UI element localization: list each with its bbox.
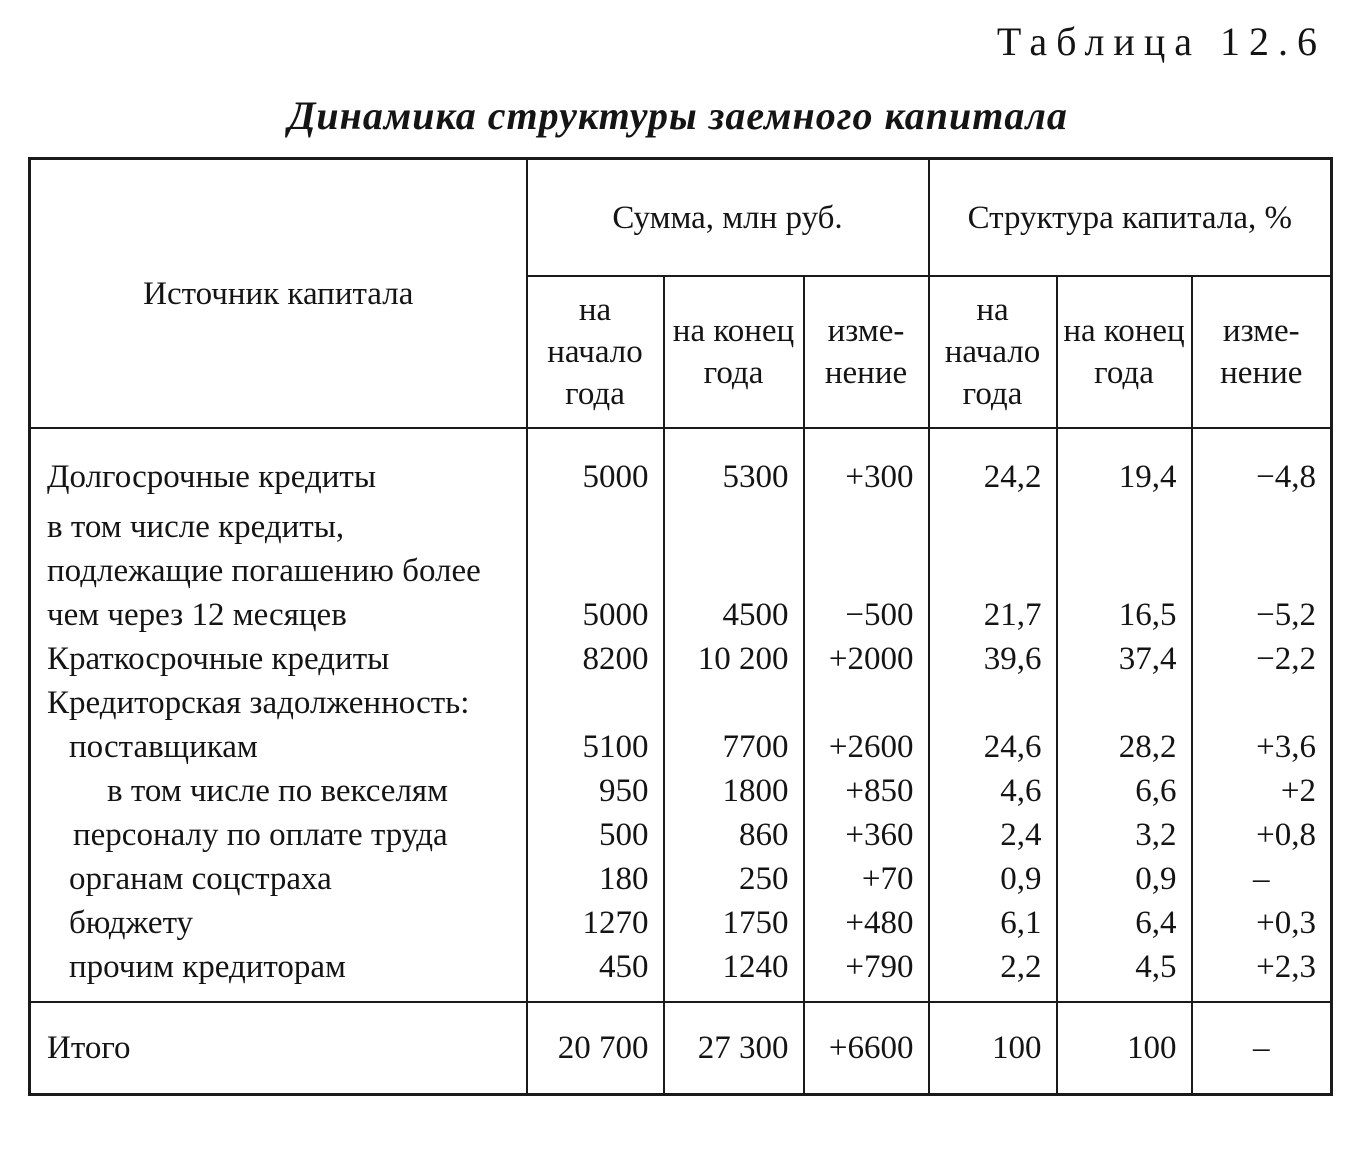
cell-struct-change: +2,3: [1192, 945, 1332, 1002]
row-label: Итого: [30, 1002, 527, 1095]
cell-struct-end: 16,5: [1057, 499, 1192, 637]
row-label: в том числе по векселям: [30, 769, 527, 813]
table-number-label: Таблица 12.6: [996, 19, 1326, 64]
table-row: [30, 725, 1332, 769]
cell-struct-start: 6,1: [929, 901, 1057, 945]
cell-struct-change: –: [1192, 1002, 1332, 1095]
cell-struct-start: 39,6: [929, 637, 1057, 681]
cell-sum-change: +2000: [804, 637, 929, 681]
cell-sum-change: +300: [804, 428, 929, 499]
cell-sum-change: +70: [804, 857, 929, 901]
borrowed-capital-table: [28, 157, 1333, 1096]
cell-struct-change: −2,2: [1192, 637, 1332, 681]
header-sum-start: на начало года: [527, 276, 664, 428]
cell-struct-end: 19,4: [1057, 428, 1192, 499]
cell-struct-start: 24,6: [929, 725, 1057, 769]
cell-sum-start: 950: [527, 769, 664, 813]
cell-sum-end: 7700: [664, 725, 804, 769]
cell-sum-end: 1800: [664, 769, 804, 813]
row-label: прочим кредиторам: [30, 945, 527, 1002]
cell-struct-end: 0,9: [1057, 857, 1192, 901]
header-structure-group: Структура капитала, %: [929, 159, 1332, 277]
table-row: [30, 945, 1332, 1002]
total-row: [30, 1002, 1332, 1095]
cell-struct-change: −4,8: [1192, 428, 1332, 499]
cell-struct-end: 6,6: [1057, 769, 1192, 813]
cell-sum-change: +2600: [804, 725, 929, 769]
row-label: Долгосрочные кредиты: [30, 428, 527, 499]
cell-sum-end: 4500: [664, 499, 804, 637]
header-sum-end: на конец года: [664, 276, 804, 428]
row-label: Кредиторская задолженность:: [30, 681, 527, 725]
cell-struct-change: +0,8: [1192, 813, 1332, 857]
row-label: органам соцстраха: [30, 857, 527, 901]
cell-struct-start: 2,2: [929, 945, 1057, 1002]
table-row: [30, 428, 1332, 499]
cell-struct-start: 2,4: [929, 813, 1057, 857]
row-label: персоналу по оплате труда: [30, 813, 527, 857]
cell-sum-change: +850: [804, 769, 929, 813]
cell-sum-end: 10 200: [664, 637, 804, 681]
cell-sum-change: +790: [804, 945, 929, 1002]
table-row: [30, 813, 1332, 857]
cell-sum-start: 8200: [527, 637, 664, 681]
cell-struct-change: +0,3: [1192, 901, 1332, 945]
cell-struct-start: 24,2: [929, 428, 1057, 499]
cell-sum-change: +6600: [804, 1002, 929, 1095]
header-struct-end: на конец года: [1057, 276, 1192, 428]
cell-sum-end: 1750: [664, 901, 804, 945]
cell-sum-start: 1270: [527, 901, 664, 945]
table-row: [30, 769, 1332, 813]
cell-sum-end: 27 300: [664, 1002, 804, 1095]
cell-struct-end: 37,4: [1057, 637, 1192, 681]
cell-struct-change: −5,2: [1192, 499, 1332, 637]
table-row: [30, 681, 1332, 725]
cell-struct-end: 28,2: [1057, 725, 1192, 769]
row-label: бюджету: [30, 901, 527, 945]
table-row: [30, 499, 1332, 637]
cell-sum-start: 5100: [527, 725, 664, 769]
cell-struct-end: 6,4: [1057, 901, 1192, 945]
cell-struct-end: 3,2: [1057, 813, 1192, 857]
cell-sum-change: −500: [804, 499, 929, 637]
cell-struct-start: 4,6: [929, 769, 1057, 813]
table-row: [30, 857, 1332, 901]
row-label: Краткосрочные кредиты: [30, 637, 527, 681]
cell-struct-end: 100: [1057, 1002, 1192, 1095]
table-row: [30, 901, 1332, 945]
cell-sum-change: +480: [804, 901, 929, 945]
cell-sum-start: 450: [527, 945, 664, 1002]
cell-sum-start: 180: [527, 857, 664, 901]
cell-sum-end: 250: [664, 857, 804, 901]
cell-struct-start: 100: [929, 1002, 1057, 1095]
cell-struct-start: 21,7: [929, 499, 1057, 637]
cell-sum-end: 1240: [664, 945, 804, 1002]
cell-sum-end: 860: [664, 813, 804, 857]
row-label: поставщикам: [30, 725, 527, 769]
cell-sum-start: 5000: [527, 428, 664, 499]
cell-sum-start: 500: [527, 813, 664, 857]
cell-struct-end: 4,5: [1057, 945, 1192, 1002]
table-row: [30, 637, 1332, 681]
row-label: в том числе кредиты, подлежащие погашению более чем через 12 месяцев: [30, 499, 527, 637]
header-sum-group: Сумма, млн руб.: [527, 159, 929, 277]
cell-sum-start: 5000: [527, 499, 664, 637]
header-sum-change: изме-нение: [804, 276, 929, 428]
cell-struct-start: 0,9: [929, 857, 1057, 901]
header-source: Источник капитала: [30, 159, 527, 429]
cell-sum-start: 20 700: [527, 1002, 664, 1095]
cell-struct-change: +3,6: [1192, 725, 1332, 769]
header-struct-change: изме-нение: [1192, 276, 1332, 428]
cell-struct-change: –: [1192, 857, 1332, 901]
header-struct-start: на начало года: [929, 276, 1057, 428]
cell-struct-change: +2: [1192, 769, 1332, 813]
cell-sum-change: +360: [804, 813, 929, 857]
cell-sum-end: 5300: [664, 428, 804, 499]
table-title: Динамика структуры заемного капитала: [288, 93, 1068, 138]
